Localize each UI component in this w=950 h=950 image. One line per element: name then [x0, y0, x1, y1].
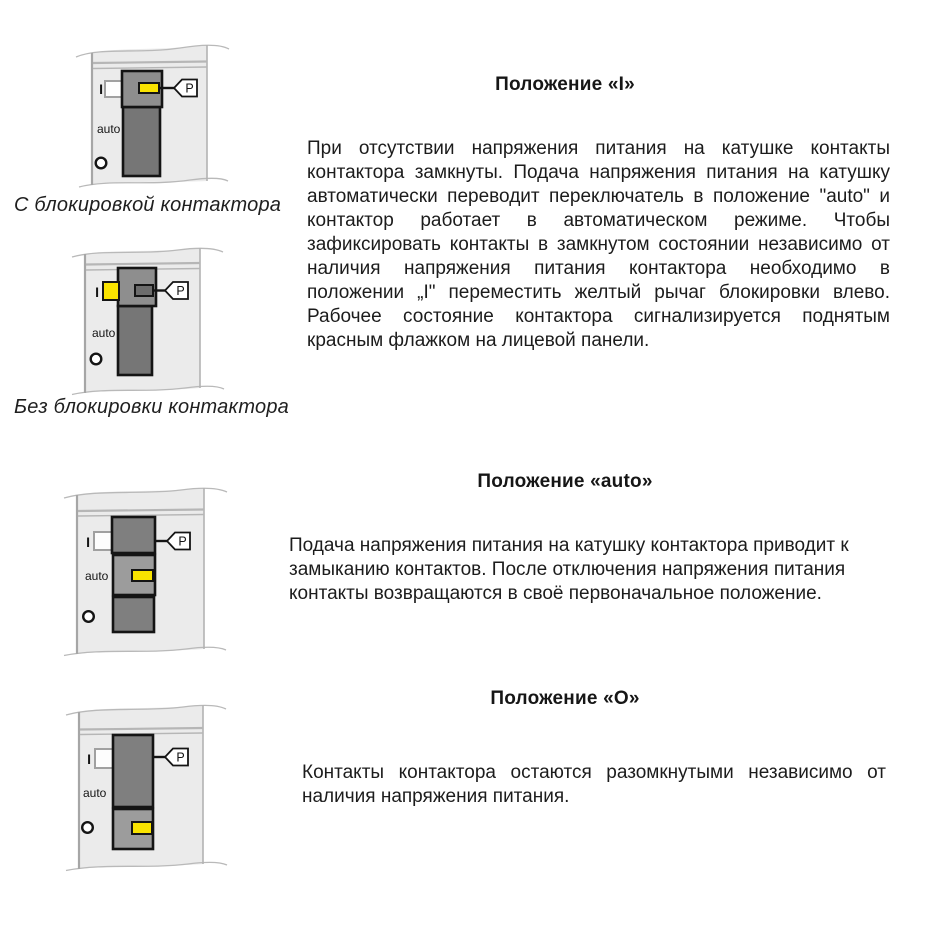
marking-i-label: I: [95, 284, 99, 300]
marking-auto-label: auto: [85, 569, 109, 583]
figure-switch-without-lock: [60, 242, 240, 407]
section-body-position-o: Контакты контактора остаются разомкнутыми независимо от наличия напряжения питания.: [302, 762, 886, 807]
figure-switch-auto-position: [56, 483, 241, 663]
switch-diagram-unlocked: [60, 242, 240, 407]
figure-caption-with-lock: С блокировкой контактора: [14, 194, 282, 216]
figure-caption-without-lock: Без блокировки контактора: [14, 396, 289, 418]
marking-i-label: I: [87, 751, 91, 767]
figure-switch-o-position: [56, 700, 241, 880]
switch-top-block: [112, 517, 155, 553]
lever-slot-empty: [105, 81, 123, 97]
switch-top-block: [113, 735, 153, 807]
yellow-locking-lever: [132, 570, 153, 581]
section-heading-position-i: Положение «I»: [495, 74, 635, 95]
switch-lower-block: [123, 107, 160, 176]
yellow-locking-lever: [103, 282, 119, 300]
yellow-locking-lever: [139, 83, 159, 93]
position-o-indicator: [96, 158, 107, 169]
p-callout-label: P: [178, 534, 187, 549]
position-o-indicator: [82, 822, 93, 833]
section-body-position-auto: Подача напряжения питания на катушку контактора приводит к замыканию контактов. После отключения напряжения питания контакты возвращаются в своё первоначальное положение.: [289, 535, 849, 604]
p-callout-label: P: [176, 750, 185, 765]
position-o-indicator: [91, 354, 102, 365]
marking-auto-label: auto: [83, 786, 107, 800]
switch-diagram-o: [56, 700, 241, 880]
p-callout-label: P: [176, 284, 185, 298]
switch-lower-block: [118, 306, 152, 375]
section-heading-position-o: Положение «О»: [490, 688, 640, 709]
marking-i-label: I: [99, 81, 103, 97]
lever-slot-empty: [94, 532, 112, 550]
yellow-locking-lever: [132, 822, 152, 834]
panel-band-line-1: [86, 263, 200, 265]
section-body-position-i: При отсутствии напряжения питания на катушке контакты контактора замкнуты. Подача напряжения питания на катушку автоматически переводит переключатель в положение "auto" и контактор работает в автоматическом режиме. Чтобы зафиксировать контакты в замкнутом состоянии независимо от наличия напряжения питания контактора необходимо в положении „I" переместить желтый рычаг блокировки влево. Рабочее состояние контактора сигнализируется поднятым красным флажком на лицевой панели.: [307, 138, 890, 351]
switch-bottom-block: [113, 597, 154, 632]
position-o-indicator: [83, 611, 94, 622]
switch-diagram-locked: [60, 30, 240, 198]
marking-auto-label: auto: [92, 326, 116, 340]
lever-slot-empty: [95, 749, 113, 768]
p-callout-label: P: [185, 81, 194, 96]
panel-band-line-1: [80, 728, 203, 730]
marking-auto-label: auto: [97, 122, 121, 136]
figure-switch-with-lock: [60, 30, 240, 198]
panel-band-line-1: [78, 510, 204, 512]
lever-slot-dark: [135, 285, 153, 296]
section-heading-position-auto: Положение «auto»: [477, 471, 653, 492]
marking-i-label: I: [86, 534, 90, 550]
switch-diagram-auto: [56, 483, 241, 663]
panel-band-line-1: [93, 62, 207, 64]
